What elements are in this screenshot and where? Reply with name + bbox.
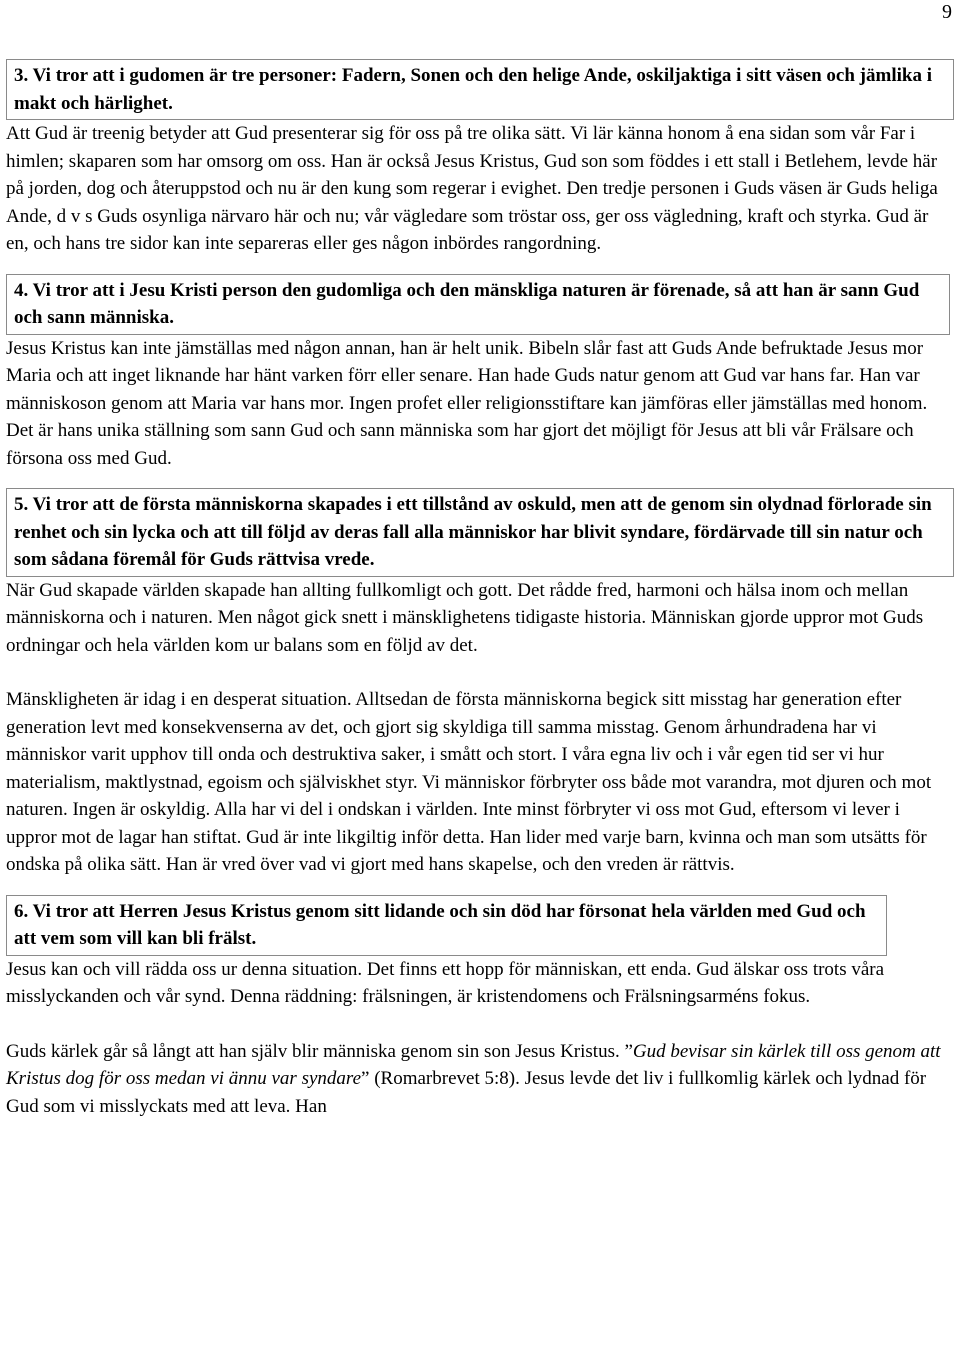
section-6-paragraph-2 bbox=[6, 1038, 954, 1121]
section-5-paragraph-2: Mänskligheten är idag i en desperat situation. Alltsedan de första människorna begick sitt misstag har generation efter generation levt med konsekvenserna av det, och gjort sig skyldiga till samma misstag. Genom århundradena har vi människor varit upphov till onda och destruktiva saker, i smått och stort. I våra egna liv och i vår egen tid ser vi hur materialism, maktlystnad, egoism och själviskhet styr. Vi människor förbryter oss både mot varandra, mot djuren och mot naturen. Ingen är oskyldig. Alla har vi del i ondskan i världen. Inte minst förbryter vi oss mot Gud, eftersom vi lever i uppror mot de lagar han stiftat. Gud är inte likgiltig inför detta. Han lider med varje barn, kvinna och man som utsätts för ondska på olika sätt. Han är vred över vad vi gjort med hans skapelse, och den vreden är rättvis. bbox=[6, 689, 932, 875]
section-6-heading: 6. Vi tror att Herren Jesus Kristus genom sitt lidande och sin död har försonat hela världen med Gud och att vem som vill kan bli frälst. bbox=[6, 895, 887, 956]
section-6-paragraph-1: Jesus kan och vill rädda oss ur denna situation. Det finns ett hopp för människan, ett enda. Gud älskar oss trots våra misslyckanden och vår synd. Denna räddning: frälsningen, är kristendomens och Frälsningsarméns fokus. bbox=[6, 958, 885, 1007]
section-4-paragraph: Jesus Kristus kan inte jämställas med någon annan, han är helt unik. Bibeln slår fast att Guds Ande befruktade Jesus mor Maria och att inget liknande har hänt varken förr eller senare. Han hade Guds natur genom att Gud var hans far. Han var människoson genom att Maria var hans mor. Ingen profet eller religionsstiftare kan jämföras eller jämställas med honom. Det är hans unika ställning som sann Gud och sann människa som har gjort det möjligt för Jesus att bli vår Frälsare och försona oss med Gud. bbox=[6, 337, 928, 469]
section-6-paragraph-2-end: ” (Romarbrevet 5:8). Jesus levde det liv i fullkomlig kärlek och lydnad för Gud som vi misslyckats med att leva. Han bbox=[6, 1068, 927, 1117]
section-3-paragraph: Att Gud är treenig betyder att Gud presenterar sig för oss på tre olika sätt. Vi lär känna honom å ena sidan som vår Far i himlen; skaparen som har omsorg om oss. Han är också Jesus Kristus, Gud son som föddes i ett stall i Betlehem, levde här på jorden, dog och återuppstod och nu är den kung som regerar i evighet. Den tredje personen i Guds väsen är Guds heliga Ande, d v s Guds osynliga närvaro här och nu; vår vägledare som tröstar oss, ger oss vägledning, kraft och styrka. Gud är en, och hans tre sidor kan inte separeras eller ges någon inbördes rangordning. bbox=[6, 123, 938, 254]
section-4-heading: 4. Vi tror att i Jesu Kristi person den gudomliga och den mänskliga naturen är förenade, så att han är sann Gud och sann människa. bbox=[6, 274, 950, 335]
section-5-paragraph-1: När Gud skapade världen skapade han allting fullkomligt och gott. Det rådde fred, harmoni och hälsa inom och mellan människorna och i naturen. Men något gick snett i mänsklighetens tidigaste historia. Människan gjorde uppror mot Guds ordningar och hela världen kom ur balans som en följd av det. bbox=[6, 579, 924, 656]
section-3-heading: 3. Vi tror att i gudomen är tre personer: Fadern, Sonen och den helige Ande, oskiljaktiga i sitt väsen och jämlika i makt och härlighet. bbox=[6, 59, 954, 120]
page-number: 9 bbox=[942, 1, 952, 23]
section-5-heading: 5. Vi tror att de första människorna skapades i ett tillstånd av oskuld, men att de genom sin olydnad förlorade sin renhet och sin lycka och att till följd av deras fall alla människor har blivit syndare, fördärvade till sin natur och som sådana föremål för Guds rättvisa vrede. bbox=[6, 488, 954, 577]
section-6-paragraph-2-start: Guds kärlek går så långt att han själv blir människa genom sin son Jesus Kristus. ” bbox=[6, 1040, 633, 1062]
bible-quote: Gud bevisar sin kärlek till oss genom att Kristus dog för oss medan vi ännu var syndare bbox=[6, 1040, 941, 1089]
document-body bbox=[6, 59, 954, 1120]
